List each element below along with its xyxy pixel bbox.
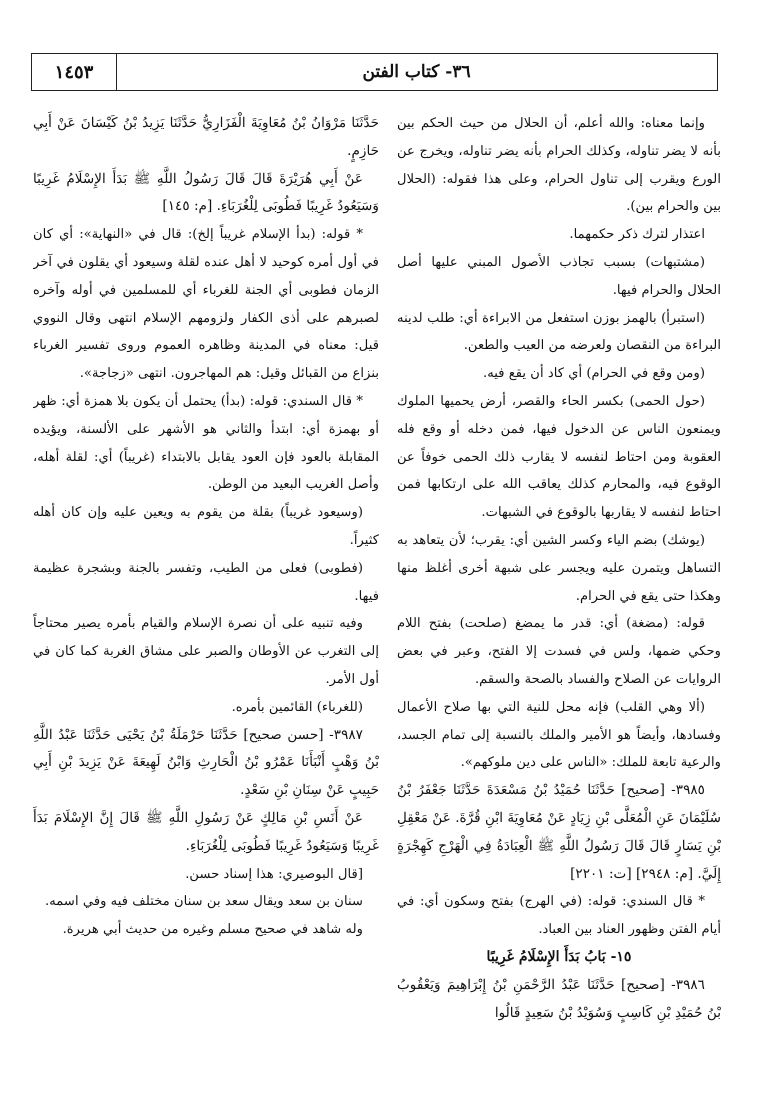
- left-column: [33, 110, 379, 1098]
- paragraph: اعتذار لترك ذكر حكمهما.: [569, 227, 705, 243]
- paragraph: (وسيعود غريباً) بقلة من يقوم به ويعين عليه وإن كان أهله كثيراً.: [33, 505, 379, 548]
- hadith-3986-continued: حَدَّثَنَا مَرْوَانُ بْنُ مُعَاوِيَةَ الْفَزَارِيُّ حَدَّثَنَا يَزِيدُ بْنُ كَيْسَانَ عَنْ أَبِي حَازِمٍ.: [33, 115, 379, 159]
- paragraph: (استبرأ) بالهمز بوزن استفعل من الابراءة أي: طلب لدينه البراءة من النقصان ولعرضه من العيب والطعن.: [397, 310, 721, 354]
- paragraph: (للغرباء) القائمين بأمره.: [231, 699, 363, 715]
- paragraph: قوله: (مضغة) أي: قدر ما يمضغ (صلحت) بفتح اللام وحكي ضمها، ولس في فسدت إلا الفتح، وعبر في بعض الروايات عن الصلاح والفساد بالصحة والسقم.: [397, 616, 721, 687]
- paragraph: وإنما معناه: والله أعلم، أن الحلال من حيث الحكم بين بأنه لا يضر تناوله، وكذلك الحرام بأنه يضر تناوله، ويخرج عن الورع ويقرب إلى تناول الحرام، وعلى هذا فقوله: (الحلال بين والحرام بين).: [397, 116, 721, 215]
- paragraph: وله شاهد في صحيح مسلم وغيره من حديث أبي هريرة.: [62, 922, 363, 938]
- paragraph: سنان بن سعد ويقال سعد بن سنان مختلف فيه وفي اسمه.: [45, 894, 363, 910]
- paragraph: وفيه تنبيه على أن نصرة الإسلام والقيام بأمره يصير محتاجاً إلى التغرب عن الأوطان والصبر على مشاق الغربة كما كان في أول الأمر.: [33, 616, 379, 687]
- paragraph: * قال السندي: قوله: (بدأ) يحتمل أن يكون بلا همزة أي: ظهر أو بهمزة أي: ابتدأ والثاني هو الأشهر على الألسنة، ويؤيده المقابلة بالعود فإن العود يقابل بالابتداء (غريباً) أي: لقلة أهله، وأصل الغريب البعيد من الوطن.: [33, 393, 379, 493]
- hadith-text: عَنْ أَنَسِ بْنِ مَالِكٍ عَنْ رَسُولِ اللَّهِ ﷺ قَالَ إِنَّ الإِسْلَامَ بَدَأَ غَرِيبًا وَسَيَعُودُ غَرِيبًا فَطُوبَى لِلْغُرَبَاءِ.: [33, 809, 379, 854]
- page-number: ١٤٥٣: [54, 61, 94, 83]
- paragraph: (يوشك) بضم الياء وكسر الشين أي: يقرب؛ لأن يتعاهد به التساهل ويتمرن عليه ويجسر على شبهة أخرى أغلظ منها وهكذا حتى يقع في الحرام.: [397, 532, 721, 604]
- hadith-text: عَنْ أَبِي هُرَيْرَةَ قَالَ قَالَ رَسُولُ اللَّهِ ﷺ بَدَأَ الإِسْلَامُ غَرِيبًا وَسَيَعُودُ غَرِيبًا فَطُوبَى لِلْغُرَبَاءِ. [م: ١٤٥]: [33, 170, 379, 215]
- paragraph: (فطوبى) فعلى من الطيب، وتفسر بالجنة وبشجرة عظيمة فيها.: [33, 560, 379, 604]
- page-header: [31, 53, 718, 91]
- paragraph: (مشتبهات) بسبب تجاذب الأصول المبني عليها أصل الحلال والحرام فيها.: [397, 254, 721, 298]
- chapter-title: ٣٦- كتاب الفتن: [362, 62, 471, 82]
- hadith-3987: ٣٩٨٧- [حسن صحيح] حَدَّثَنَا حَرْمَلَةُ بْنُ يَحْيَى حَدَّثَنَا عَبْدُ اللَّهِ بْنُ وَهْبٍ أَنْبَأَنَا عَمْرُو بْنُ الْحَارِثِ وَابْنُ لَهِيعَةَ عَنْ يَزِيدَ بْنِ أَبِي حَبِيبٍ عَنْ سِنَانِ بْنِ سَعْدٍ.: [33, 726, 379, 799]
- paragraph: (ألا وهي القلب) فإنه محل للنية التي بها صلاح الأعمال وفسادها، وأيضاً هو الأمير والملك بالنسبة إلى تمام الجسد، والرعية تابعة للملك: «الناس على دين ملوكهم».: [397, 699, 721, 771]
- paragraph: (ومن وقع في الحرام) أي كاد أن يقع فيه.: [483, 366, 705, 382]
- hadith-3986: ٣٩٨٦- [صحيح] حَدَّثَنَا عَبْدُ الرَّحْمَنِ بْنُ إِبْرَاهِيمَ وَيَعْقُوبُ بْنُ حُمَيْدِ بْنِ كَاسِبٍ وَسُوَيْدُ بْنُ سَعِيدٍ قَالُوا: [397, 976, 721, 1021]
- paragraph: * قال السندي: قوله: (في الهرج) بفتح وسكون أي: في أيام الفتن وظهور العناد بين العباد.: [397, 894, 721, 938]
- right-column: [397, 110, 721, 1098]
- section-heading: ١٥- بَابُ بَدَأَ الإِسْلَامُ غَرِيبًا: [486, 948, 632, 965]
- paragraph: [قال البوصيري: هذا إسناد حسن.: [185, 866, 363, 882]
- paragraph: (حول الحمى) بكسر الحاء والقصر، أرض يحميها الملوك ويمنعون الناس عن الدخول فيها، فمن دخله أو وقع فله العقوبة ومن احتاط لنفسه لا يقارب ذلك الحمى خوفاً عن الوقوع فيه، والمحارم كذلك يعاقب الله على ارتكابها فمن احتاط لنفسه لا يقاربها بالوقوع في الشبهات.: [397, 393, 721, 521]
- paragraph: * قوله: (بدأ الإسلام غريباً إلخ): قال في «النهاية»: أي كان في أول أمره كوحيد لا أهل عنده لقلة وسيعود أي يقلون في آخر الزمان فطوبى أي الجنة للغرباء أي للمسلمين في أوله وآخره لصبرهم على أذى الكفار ولزومهم الإسلام انتهى وقال النووي قيل: معناه في المدينة وظاهره العموم وروى تفسير الغرباء بنزاع من القبائل وقيل: هم المهاجرون. انتهى «زجاجة».: [33, 227, 379, 382]
- hadith-3985: ٣٩٨٥- [صحيح] حَدَّثَنَا حُمَيْدُ بْنُ مَسْعَدَةَ حَدَّثَنَا جَعْفَرُ بْنُ سُلَيْمَانَ عَنِ الْمُعَلَّى بْنِ زِيَادٍ عَنْ مُعَاوِيَةَ ابْنِ قُرَّةَ. عَنْ مَعْقِلِ بْنِ يَسَارٍ قَالَ قَالَ رَسُولُ اللَّهِ ﷺ الْعِبَادَةُ فِي الْهَرْجِ كَهِجْرَةٍ إِلَيَّ. [م: ٢٩٤٨] [ت: ٢٢٠١]: [397, 782, 721, 882]
